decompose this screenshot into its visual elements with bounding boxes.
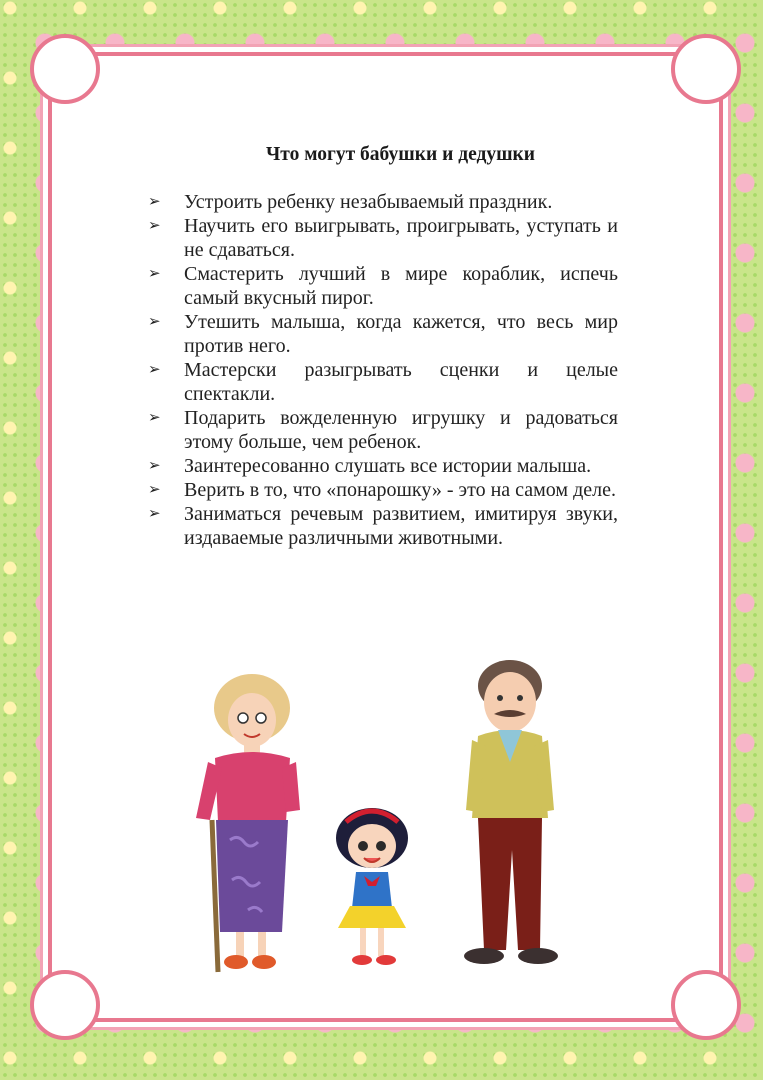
list-item: ➢ Верить в то, что «понарошку» - это на самом деле. xyxy=(148,479,616,501)
arrow-bullet-icon: ➢ xyxy=(148,362,161,378)
frame-corner-ornament xyxy=(30,34,100,104)
list-item: ➢ Научить его выигрывать, проигрывать, уступать и не сдаваться. xyxy=(148,215,618,261)
bullet-list xyxy=(146,190,618,550)
arrow-bullet-icon: ➢ xyxy=(148,314,161,330)
arrow-bullet-icon: ➢ xyxy=(148,410,161,426)
frame-corner-ornament xyxy=(30,970,100,1040)
arrow-bullet-icon: ➢ xyxy=(148,458,161,474)
arrow-bullet-icon: ➢ xyxy=(148,266,161,282)
page-title: Что могут бабушки и дедушки xyxy=(265,144,536,165)
arrow-bullet-icon: ➢ xyxy=(148,218,161,234)
list-item: ➢ Устроить ребенку незабываемый праздник. xyxy=(148,191,553,213)
list-item: ➢ Мастерски разыгрывать сценки и целые спектакли. xyxy=(148,359,618,405)
frame-corner-ornament xyxy=(671,34,741,104)
family-illustration xyxy=(0,650,763,980)
list-item: ➢ Смастерить лучший в мире кораблик, испечь самый вкусный пирог. xyxy=(148,263,618,309)
grandmother-illustration xyxy=(196,674,300,972)
arrow-bullet-icon: ➢ xyxy=(148,482,161,498)
arrow-bullet-icon: ➢ xyxy=(148,194,161,210)
list-item: ➢ Подарить вожделенную игрушку и радоваться этому больше, чем ребенок. xyxy=(148,407,618,453)
list-item: ➢ Заинтересованно слушать все истории малыша. xyxy=(148,455,592,477)
frame-corner-ornament xyxy=(671,970,741,1040)
list-item: ➢ Заниматься речевым развитием, имитируя звуки, издаваемые различными животными. xyxy=(148,503,618,549)
list-item: ➢ Утешить малыша, когда кажется, что весь мир против него. xyxy=(148,311,618,357)
grandfather-illustration xyxy=(464,660,558,964)
arrow-bullet-icon: ➢ xyxy=(148,506,161,522)
girl-illustration xyxy=(336,808,408,965)
